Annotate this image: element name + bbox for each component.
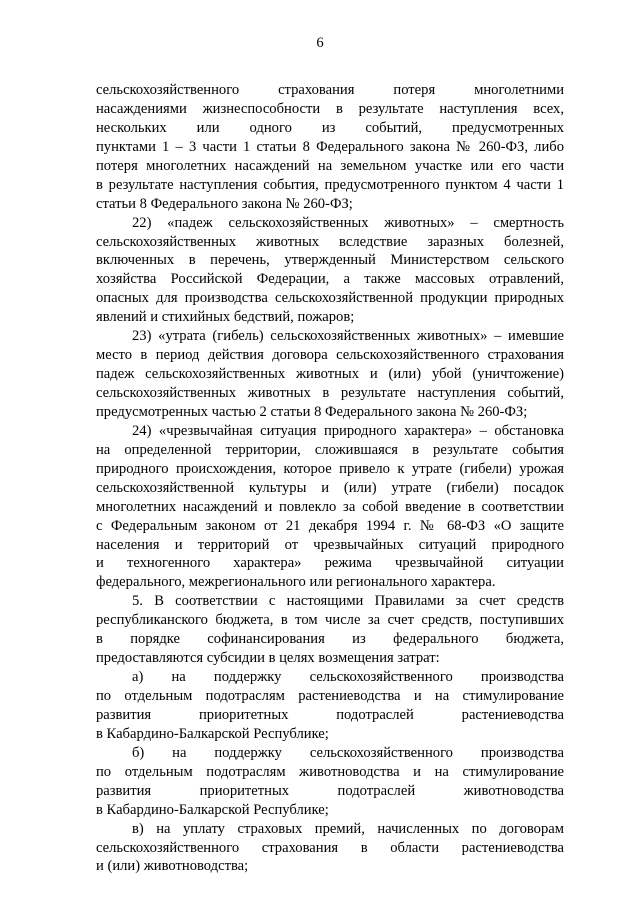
- text-line: пунктами 1 – 3 части 1 статьи 8 Федерального закона № 260-ФЗ, либо: [96, 138, 564, 155]
- text-line: место в период действия договора сельскохозяйственного страхования: [96, 347, 564, 364]
- document-body: [96, 81, 564, 876]
- text-line: в результате наступления события, предусмотренного пунктом 4 части 1: [96, 176, 564, 193]
- text-line: по отдельным подотраслям растениеводства и на стимулирование: [96, 688, 564, 704]
- text-line: развития приоритетных подотраслей животноводства: [96, 782, 564, 799]
- text-line: включенных в перечень, утвержденный Министерством сельского: [96, 252, 564, 269]
- text-line: сельскохозяйственного страхования в области растениеводства: [96, 839, 564, 856]
- text-line: по отдельным подотраслям животноводства и на стимулирование: [96, 763, 564, 780]
- text-line: 23) «утрата (гибель) сельскохозяйственных животных» – имевшие: [132, 328, 564, 345]
- text-line: в Кабардино-Балкарской Республике;: [96, 801, 329, 818]
- text-line: 5. В соответствии с настоящими Правилами за счет средств: [132, 593, 564, 610]
- text-line: а) на поддержку сельскохозяйственного производства: [132, 669, 564, 686]
- text-line: в) на уплату страховых премий, начисленных по договорам: [132, 820, 564, 837]
- text-line: опасных для производства сельскохозяйственной продукции природных: [96, 290, 564, 307]
- text-line: республиканского бюджета, в том числе за счет средств, поступивших: [96, 612, 564, 629]
- page-number: 6: [316, 35, 324, 51]
- text-line: 22) «падеж сельскохозяйственных животных» – смертность: [132, 214, 564, 231]
- text-line: и (или) животноводства;: [96, 858, 249, 875]
- text-line: на определенной территории, сложившаяся в результате события: [96, 441, 564, 458]
- text-line: явлений и стихийных бедствий, пожаров;: [96, 309, 355, 326]
- text-line: в порядке софинансирования из федерального бюджета,: [96, 631, 564, 648]
- text-line: природного происхождения, которое привело к утрате (гибели) урожая: [96, 460, 564, 477]
- text-line: сельскохозяйственных животных в результате наступления событий,: [96, 385, 564, 401]
- text-line: хозяйства Российской Федерации, а также массовых отравлений,: [96, 271, 564, 288]
- text-line: предусмотренных частью 2 статьи 8 Федерального закона № 260-ФЗ;: [96, 403, 528, 420]
- text-line: нескольких или одного из событий, предусмотренных: [96, 119, 564, 136]
- text-line: сельскохозяйственных животных вследствие заразных болезней,: [96, 233, 564, 250]
- text-line: статьи 8 Федерального закона № 260-ФЗ;: [96, 195, 353, 212]
- text-line: сельскохозяйственной культуры и (или) утрате (гибели) посадок: [96, 479, 564, 496]
- text-line: развития приоритетных подотраслей растениеводства: [96, 706, 564, 723]
- text-line: с Федеральным законом от 21 декабря 1994 г. № 68-ФЗ «О защите: [96, 517, 564, 534]
- text-line: многолетних насаждений и повлекло за собой введение в соответствии: [96, 498, 564, 515]
- text-line: б) на поддержку сельскохозяйственного производства: [132, 744, 564, 761]
- text-line: населения и территорий от чрезвычайных ситуаций природного: [96, 536, 564, 553]
- text-line: и техногенного характера» режима чрезвычайной ситуации: [96, 555, 564, 572]
- text-line: в Кабардино-Балкарской Республике;: [96, 725, 329, 742]
- text-line: предоставляются субсидии в целях возмещения затрат:: [96, 650, 440, 667]
- text-line: потеря многолетних насаждений на земельном участке или его части: [96, 157, 564, 174]
- text-line: 24) «чрезвычайная ситуация природного характера» – обстановка: [132, 422, 564, 439]
- text-line: сельскохозяйственного страхования потеря многолетними: [96, 82, 564, 98]
- text-line: насаждениями жизнеспособности в результате наступления всех,: [96, 100, 564, 117]
- text-line: падеж сельскохозяйственных животных и (или) убой (уничтожение): [96, 366, 564, 383]
- text-line: федерального, межрегионального или регионального характера.: [96, 574, 496, 591]
